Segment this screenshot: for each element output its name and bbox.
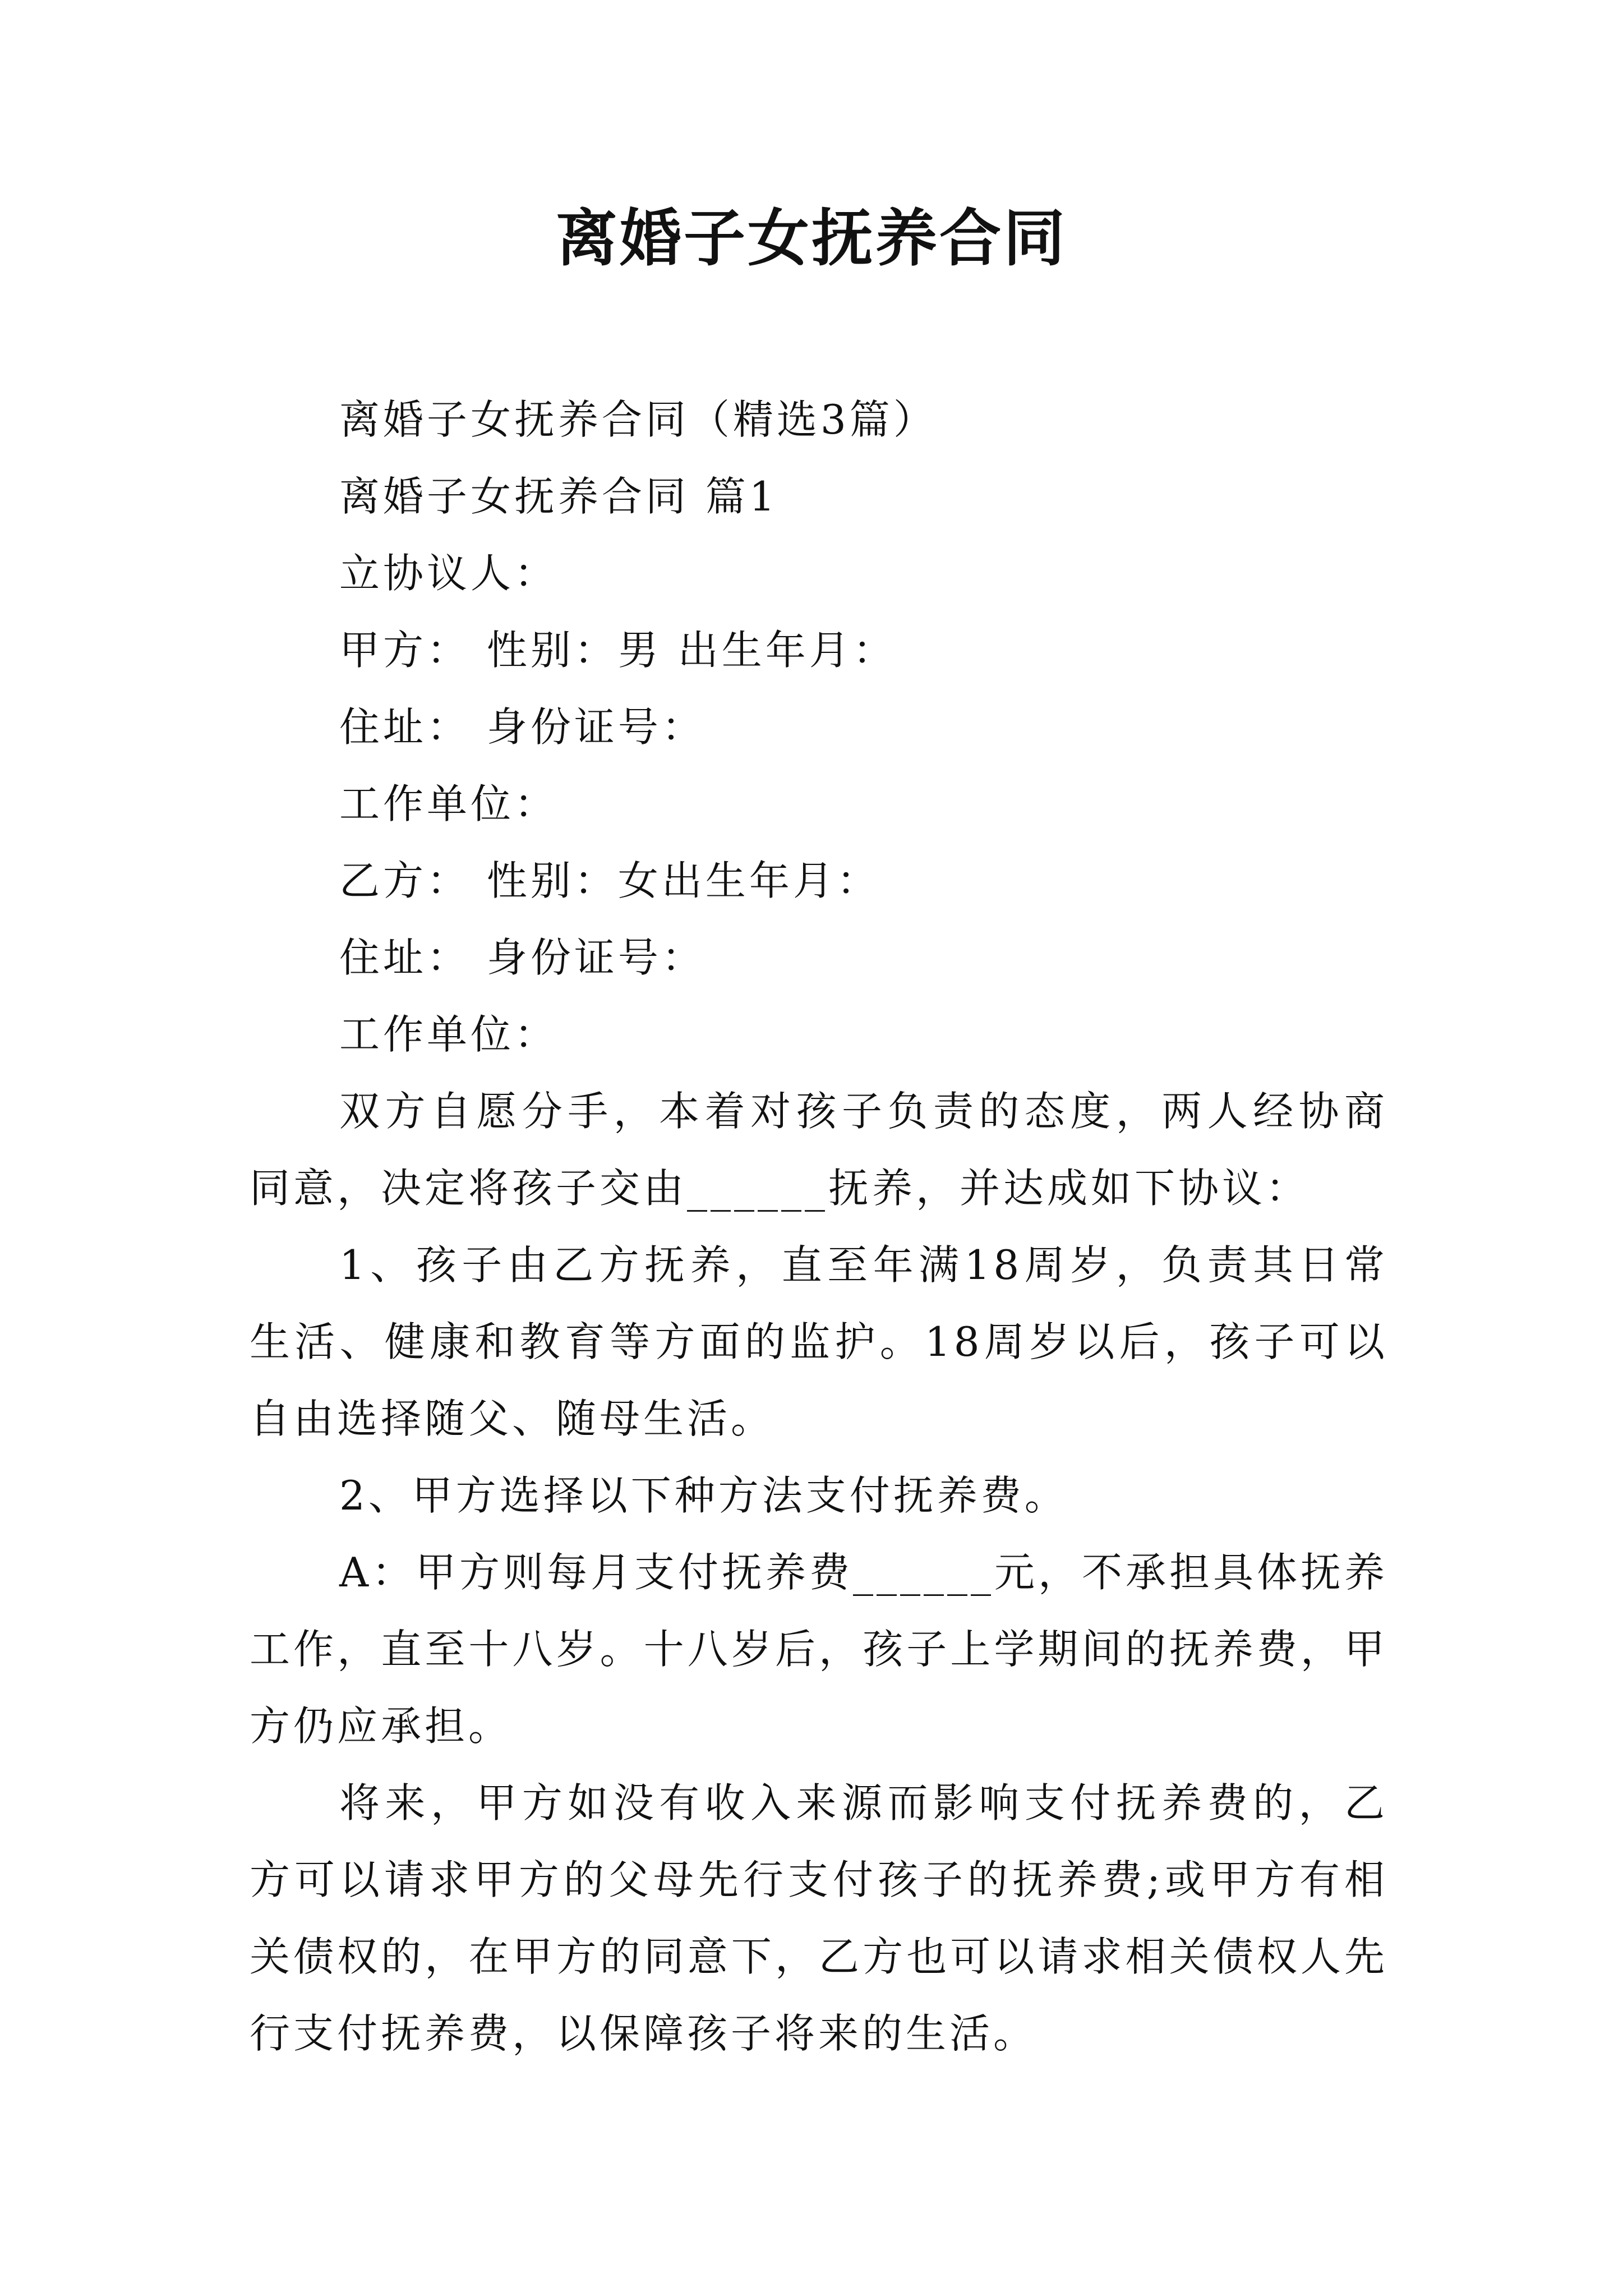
party-b-info: 乙方： 性别：女出生年月： (339, 857, 880, 904)
clause-1: 1、孩子由乙方抚养，直至年满18周岁，负责其日常生活、健康和教育等方面的监护。18周岁以后，孩子可以自由选择随父、随母生活。 (250, 1241, 1388, 1442)
party-b-employer: 工作单位： (339, 1011, 559, 1058)
agreement-intro: 双方自愿分手，本着对孩子负责的态度，两人经协商同意，决定将孩子交由______抚养，并达成如下协议： (250, 1088, 1388, 1212)
subtitle-paragraph: 离婚子女抚养合同（精选3篇） (339, 396, 937, 443)
document-title: 离婚子女抚养合同 (556, 202, 1067, 274)
clause-2: 2、甲方选择以下种方法支付抚养费。 (339, 1472, 1068, 1519)
parties-label: 立协议人： (339, 550, 559, 597)
party-b-address: 住址： 身份证号： (339, 934, 706, 981)
future-support-paragraph: 将来，甲方如没有收入来源而影响支付抚养费的，乙方可以请求甲方的父母先行支付孩子的抚养费;或甲方有相关债权的，在甲方的同意下，乙方也可以请求相关债权人先行支付抚养费，以保障孩子将来的生活。 (250, 1779, 1388, 2057)
section-heading: 离婚子女抚养合同 篇1 (339, 473, 778, 520)
party-a-employer: 工作单位： (339, 780, 559, 827)
party-a-address: 住址： 身份证号： (339, 703, 706, 751)
party-a-info: 甲方： 性别：男 出生年月： (339, 627, 897, 674)
document-body (250, 381, 1388, 2072)
clause-2-option-a: A：甲方则每月支付抚养费______元，不承担具体抚养工作，直至十八岁。十八岁后，孩子上学期间的抚养费，甲方仍应承担。 (250, 1549, 1388, 1750)
